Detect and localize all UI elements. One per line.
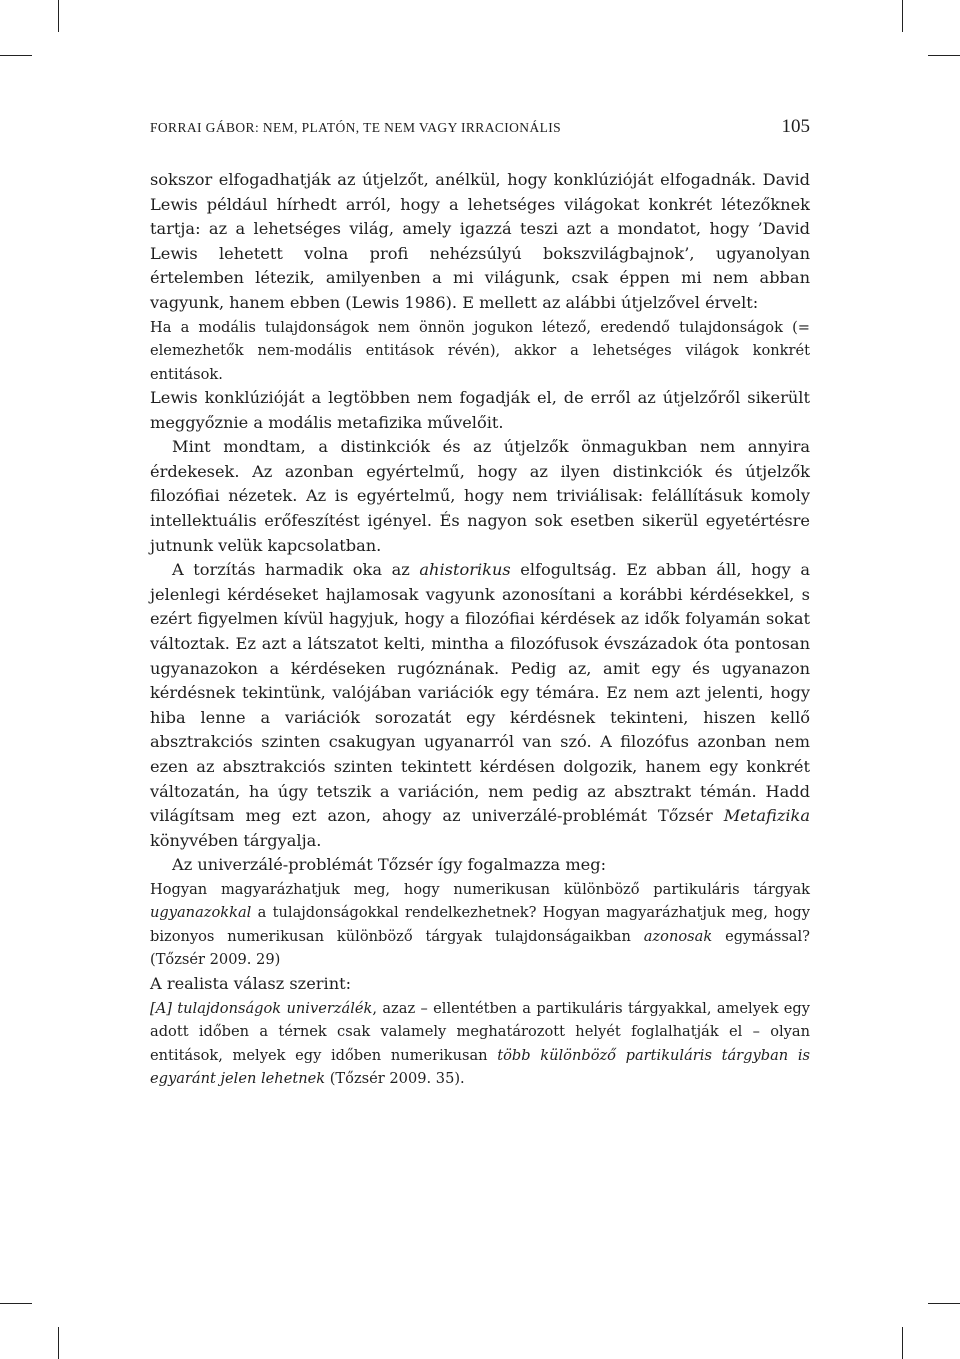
- page-number: 105: [781, 116, 810, 137]
- block-quote: Ha a modális tulajdonságok nem önnön jogukon létező, eredendő tulajdonságok (= elemezhetők nem-modális entitások révén), akkor a lehetséges világok konkrét entitások.: [150, 318, 810, 383]
- paragraph: Lewis konklúzióját a legtöbben nem fogadják el, de erről az útjelzőről sikerült meggyőznie a modális metafizika művelőit.: [150, 388, 810, 432]
- crop-mark: [928, 1303, 960, 1304]
- text-run: a tulajdonságokkal rendelkezhetnek? Hogyan magyarázhatjuk meg, hogy bizonyos numerikusan különböző tárgyak tulajdonságaikban: [150, 904, 810, 945]
- page-header: [150, 116, 810, 150]
- paragraph: Az univerzálé-problémát Tőzsér így fogalmazza meg:: [172, 855, 607, 875]
- crop-mark: [58, 0, 59, 32]
- crop-mark: [0, 1303, 32, 1304]
- emphasis: azonosak: [643, 927, 713, 945]
- text-run: egymással? (Tőzsér 2009. 29): [150, 927, 810, 969]
- paragraph: [150, 558, 810, 853]
- block-quote: [150, 878, 810, 972]
- page-body: [150, 168, 810, 1091]
- emphasis: [A] tulajdonságok univerzálék: [150, 999, 373, 1017]
- crop-mark: [928, 55, 960, 56]
- crop-mark: [0, 55, 32, 56]
- paragraph: A realista válasz szerint:: [150, 973, 352, 993]
- text-run: (Tőzsér 2009. 35).: [325, 1070, 465, 1088]
- block-quote: [150, 997, 810, 1091]
- crop-mark: [902, 1327, 903, 1359]
- text-run: Hogyan magyarázhatjuk meg, hogy numerikusan különböző partikuláris tárgyak: [150, 880, 810, 898]
- text-run: , azaz – ellentétben a partikuláris tárgyakkal, amelyek egy adott időben a térnek csak valamely meghatározott helyét foglalhatják el – olyan entitások, melyek egy időben numerikusan: [150, 999, 810, 1064]
- emphasis: ugyanazokkal: [150, 904, 252, 922]
- text-run: A torzítás harmadik oka az: [172, 560, 420, 580]
- paragraph: sokszor elfogadhatják az útjelzőt, anélkül, hogy konklúzióját elfogadnák. David Lewis például hírhedt arról, hogy a lehetséges világokat konkrét létezőknek tartja: az a lehetséges világ, amely igazzá teszi azt a mondatot, hogy ’David Lewis lehetett volna profi nehézsúlyú bokszvilágbajnok’, ugyanolyan értelemben létezik, amilyenben a mi világunk, csak éppen mi nem abban vagyunk, hanem ebben (Lewis 1986). E mellett az alábbi útjelzővel érvelt:: [150, 170, 810, 312]
- book-title: Metafizika: [723, 806, 810, 826]
- running-head: FORRAI GÁBOR: NEM, PLATÓN, TE NEM VAGY IRRACIONÁLIS: [150, 120, 562, 135]
- crop-mark: [58, 1327, 59, 1359]
- emphasis: több különböző partikuláris tárgyban is egyaránt jelen lehetnek: [150, 1046, 810, 1088]
- text-run: elfogultság. Ez abban áll, hogy a jelenlegi kérdéseket hajlamosak vagyunk azonosítani a korábbi kérdésekkel, s ezért figyelmen kívül hagyjuk, hogy a filozófiai kérdések az idők folyamán sokat változtak. Ez azt a látszatot kelti, mintha a filozófusok évszázadok óta pontosan ugyanazokon a kérdéseken rugóznának. Pedig az, amit egy és ugyanazon kérdésnek tekintünk, valójában variációk egy témára. Ez nem azt jelenti, hogy hiba lenne a variációk sorozatát egy kérdésnek tekinteni, hiszen kellő absztrakciós szinten csakugyan ugyanarról van szó. A filozófus azonban nem ezen az absztrakciós szinten tekintett kérdésen dolgozik, hanem egy konkrét változatán, ha úgy tetszik a variáción, nem pedig az absztrakt témán. Hadd világítsam meg ezt azon, ahogy az univerzálé-problémát Tőzsér: [150, 560, 810, 826]
- crop-mark: [902, 0, 903, 32]
- emphasis: ahistorikus: [419, 560, 511, 580]
- text-run: könyvében tárgyalja.: [150, 830, 322, 850]
- paragraph: Mint mondtam, a distinkciók és az útjelzők önmagukban nem annyira érdekesek. Az azonban egyértelmű, hogy az ilyen distinkciók és útjelzők filozófiai nézetek. Az is egyértelmű, hogy nem triviálisak: felállításuk komoly intellektuális erőfeszítést igényel. És nagyon sok esetben sikerül egyetértésre jutnunk velük kapcsolatban.: [150, 437, 810, 555]
